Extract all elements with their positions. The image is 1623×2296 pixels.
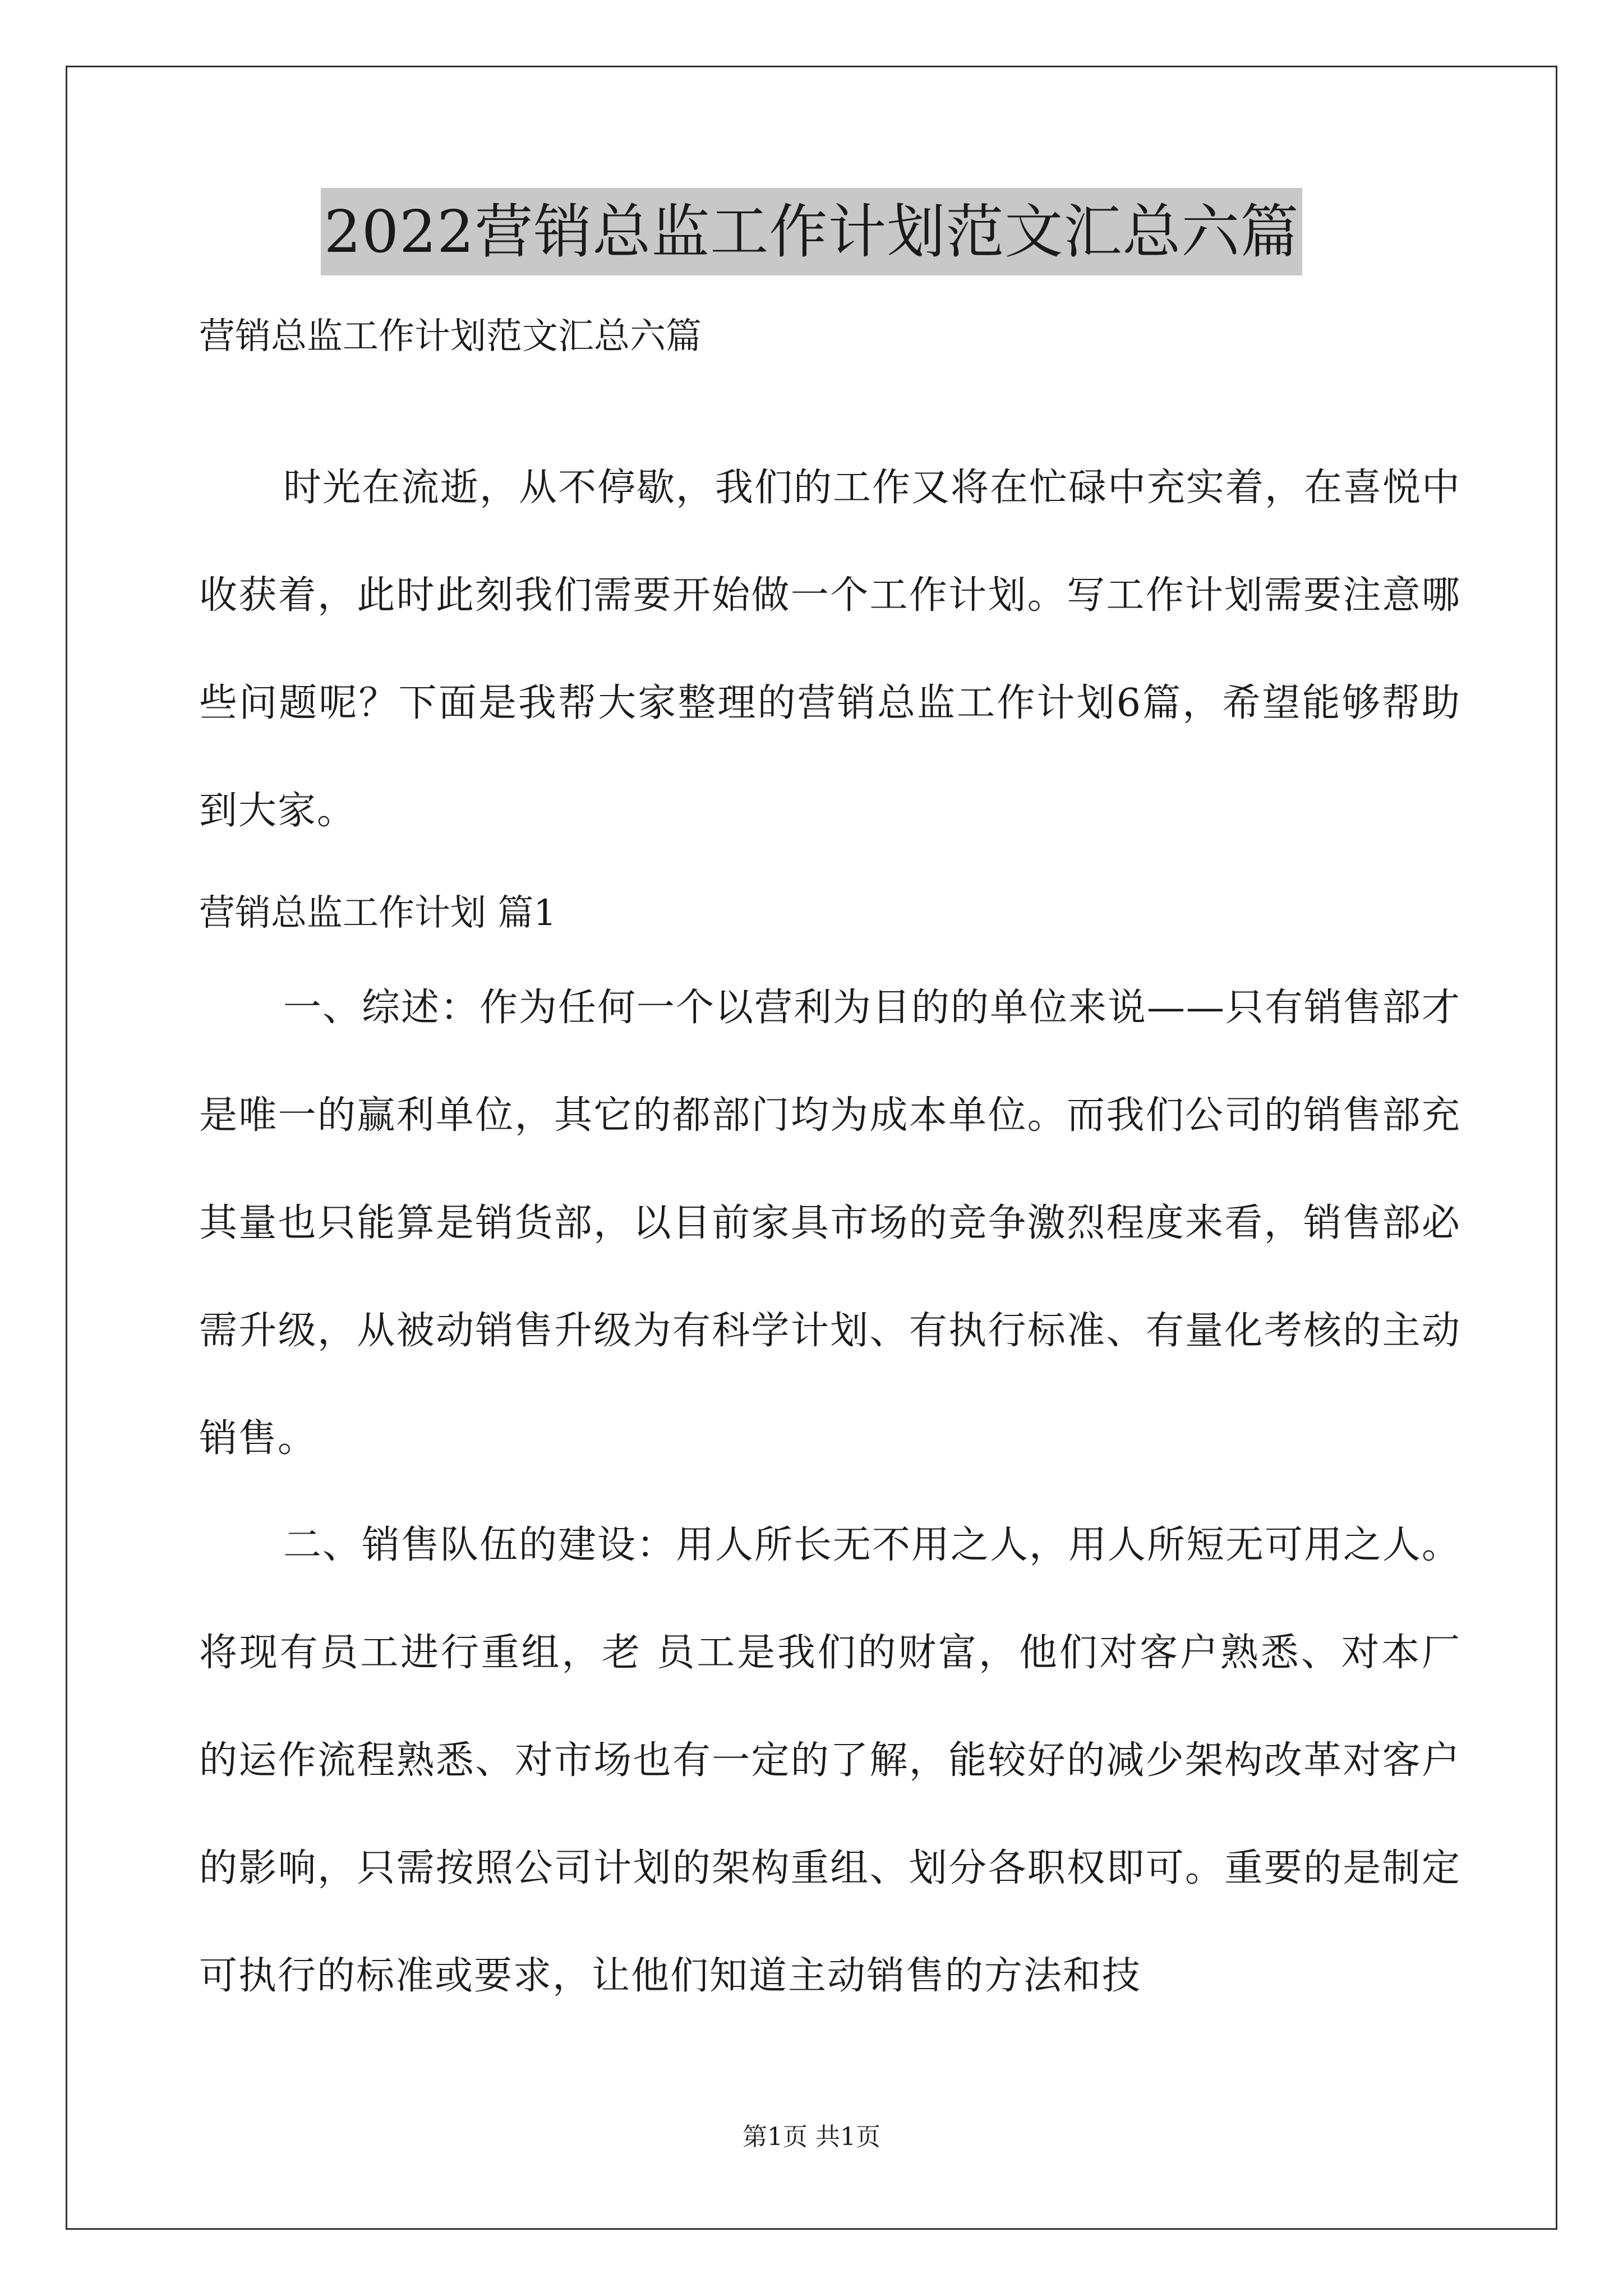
section-heading: 营销总监工作计划 篇1 — [199, 892, 557, 934]
page-footer: 第1页 共1页 — [743, 2123, 880, 2151]
document-title: 2022营销总监工作计划范文汇总六篇 — [321, 188, 1303, 275]
document-subtitle: 营销总监工作计划范文汇总六篇 — [199, 316, 702, 357]
paragraph-team-building: 二、销售队伍的建设：用人所长无不用之人，用人所短无可用之人。将现有员工进行重组，老 员工是我们的财富，他们对客户熟悉、对本厂的运作流程熟悉、对市场也有一定的了解，能较好的减少架构改革对客户的影响，只需按照公司计划的架构重组、划分各职权即可。重要的是制定可执行的标准或要求，让他们知道主动销售的方法和技 — [199, 1523, 1461, 1998]
title-container — [0, 188, 1623, 275]
intro-paragraph: 时光在流逝，从不停歇，我们的工作又将在忙碌中充实着，在喜悦中收获着，此时此刻我们需要开始做一个工作计划。写工作计划需要注意哪些问题呢？下面是我帮大家整理的营销总监工作计划6篇，希望能够帮助到大家。 — [199, 466, 1461, 833]
paragraph-overview: 一、综述：作为任何一个以营利为目的的单位来说——只有销售部才是唯一的赢利单位，其它的都部门均为成本单位。而我们公司的销售部充其量也只能算是销货部，以目前家具市场的竞争激烈程度来看，销售部必需升级，从被动销售升级为有科学计划、有执行标准、有量化考核的主动销售。 — [199, 986, 1461, 1461]
